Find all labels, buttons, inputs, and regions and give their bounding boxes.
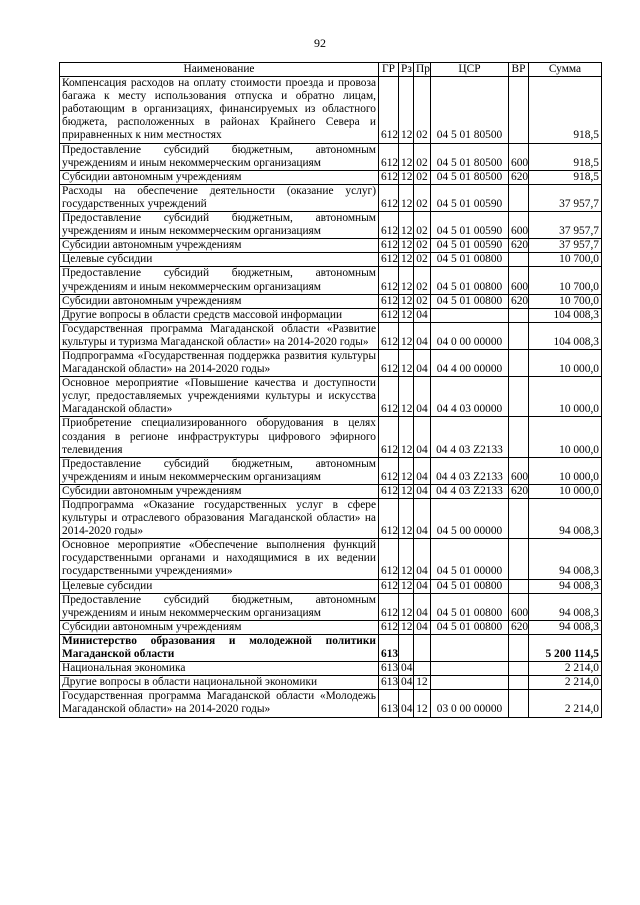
row-sum: 10 700,0 bbox=[529, 253, 602, 267]
row-name: Государственная программа Магаданской области «Молодежь Магаданской области» на 2014-2020 годы» bbox=[60, 690, 379, 717]
row-vr bbox=[509, 690, 529, 717]
header-pr: Пр bbox=[414, 63, 431, 77]
row-name: Субсидии автономным учреждениям bbox=[60, 239, 379, 253]
row-vr: 600 bbox=[509, 212, 529, 239]
row-sum: 918,5 bbox=[529, 143, 602, 170]
row-sum: 94 008,3 bbox=[529, 593, 602, 620]
row-sum: 918,5 bbox=[529, 77, 602, 143]
row-rz: 12 bbox=[399, 253, 414, 267]
row-csr: 04 0 00 00000 bbox=[431, 322, 509, 349]
row-csr: 04 4 03 Z2133 bbox=[431, 417, 509, 457]
row-sum: 10 700,0 bbox=[529, 267, 602, 294]
row-pr: 12 bbox=[414, 690, 431, 717]
row-pr: 04 bbox=[414, 579, 431, 593]
row-csr: 04 5 01 00000 bbox=[431, 539, 509, 579]
row-vr bbox=[509, 634, 529, 661]
row-gr: 612 bbox=[379, 294, 399, 308]
row-gr: 612 bbox=[379, 77, 399, 143]
row-pr: 04 bbox=[414, 539, 431, 579]
row-gr: 612 bbox=[379, 539, 399, 579]
row-gr: 613 bbox=[379, 690, 399, 717]
header-vr: ВР bbox=[509, 63, 529, 77]
row-csr bbox=[431, 634, 509, 661]
row-rz: 12 bbox=[399, 184, 414, 211]
row-pr: 02 bbox=[414, 253, 431, 267]
row-gr: 612 bbox=[379, 184, 399, 211]
table-body bbox=[60, 77, 602, 717]
row-csr bbox=[431, 308, 509, 322]
row-csr: 04 5 00 00000 bbox=[431, 499, 509, 539]
row-sum: 10 000,0 bbox=[529, 349, 602, 376]
row-csr: 04 5 01 00800 bbox=[431, 579, 509, 593]
row-sum: 2 214,0 bbox=[529, 662, 602, 676]
table-row bbox=[60, 662, 602, 676]
row-sum: 10 000,0 bbox=[529, 377, 602, 417]
row-vr bbox=[509, 253, 529, 267]
row-sum: 104 008,3 bbox=[529, 322, 602, 349]
row-gr: 612 bbox=[379, 253, 399, 267]
row-rz: 12 bbox=[399, 77, 414, 143]
table-row bbox=[60, 634, 602, 661]
row-rz: 12 bbox=[399, 539, 414, 579]
row-name: Другие вопросы в области средств массовой информации bbox=[60, 308, 379, 322]
row-rz: 12 bbox=[399, 620, 414, 634]
row-vr bbox=[509, 499, 529, 539]
row-rz: 12 bbox=[399, 308, 414, 322]
row-vr: 620 bbox=[509, 484, 529, 498]
row-rz: 12 bbox=[399, 294, 414, 308]
row-rz: 12 bbox=[399, 267, 414, 294]
row-csr: 04 5 01 00590 bbox=[431, 212, 509, 239]
row-gr: 613 bbox=[379, 676, 399, 690]
row-pr: 04 bbox=[414, 377, 431, 417]
row-vr bbox=[509, 539, 529, 579]
row-vr bbox=[509, 322, 529, 349]
row-gr: 612 bbox=[379, 484, 399, 498]
header-gr: ГР bbox=[379, 63, 399, 77]
row-name: Предоставление субсидий бюджетным, автономным учреждениям и иным некоммерческим организациям bbox=[60, 267, 379, 294]
row-rz: 12 bbox=[399, 239, 414, 253]
row-sum: 94 008,3 bbox=[529, 579, 602, 593]
row-rz: 12 bbox=[399, 212, 414, 239]
row-pr: 04 bbox=[414, 308, 431, 322]
row-csr: 04 5 01 80500 bbox=[431, 77, 509, 143]
row-gr: 612 bbox=[379, 239, 399, 253]
row-pr bbox=[414, 634, 431, 661]
row-gr: 612 bbox=[379, 593, 399, 620]
row-rz: 12 bbox=[399, 417, 414, 457]
row-csr: 04 4 03 00000 bbox=[431, 377, 509, 417]
table-row bbox=[60, 457, 602, 484]
row-gr: 612 bbox=[379, 349, 399, 376]
table-row bbox=[60, 322, 602, 349]
row-vr: 620 bbox=[509, 170, 529, 184]
row-rz: 12 bbox=[399, 499, 414, 539]
row-sum: 94 008,3 bbox=[529, 620, 602, 634]
row-rz: 04 bbox=[399, 676, 414, 690]
row-pr: 04 bbox=[414, 349, 431, 376]
row-gr: 612 bbox=[379, 499, 399, 539]
row-name: Целевые субсидии bbox=[60, 253, 379, 267]
row-name: Предоставление субсидий бюджетным, автономным учреждениям и иным некоммерческим организациям bbox=[60, 593, 379, 620]
row-sum: 37 957,7 bbox=[529, 212, 602, 239]
table-row bbox=[60, 377, 602, 417]
row-csr bbox=[431, 676, 509, 690]
row-pr: 04 bbox=[414, 620, 431, 634]
row-csr: 04 5 01 00800 bbox=[431, 294, 509, 308]
row-gr: 612 bbox=[379, 267, 399, 294]
row-pr: 04 bbox=[414, 457, 431, 484]
table-row bbox=[60, 184, 602, 211]
table-row bbox=[60, 212, 602, 239]
row-rz: 12 bbox=[399, 579, 414, 593]
row-gr: 613 bbox=[379, 634, 399, 661]
row-vr: 600 bbox=[509, 457, 529, 484]
table-header-row bbox=[60, 63, 602, 77]
row-csr: 04 5 01 00800 bbox=[431, 253, 509, 267]
row-csr: 04 4 03 Z2133 bbox=[431, 457, 509, 484]
row-rz: 12 bbox=[399, 484, 414, 498]
row-rz: 04 bbox=[399, 690, 414, 717]
row-sum: 2 214,0 bbox=[529, 690, 602, 717]
table-row bbox=[60, 690, 602, 717]
table-row bbox=[60, 239, 602, 253]
row-csr: 04 4 00 00000 bbox=[431, 349, 509, 376]
row-vr bbox=[509, 662, 529, 676]
row-name: Субсидии автономным учреждениям bbox=[60, 294, 379, 308]
row-pr: 02 bbox=[414, 143, 431, 170]
row-vr: 620 bbox=[509, 620, 529, 634]
row-vr bbox=[509, 676, 529, 690]
row-rz: 12 bbox=[399, 349, 414, 376]
table-row bbox=[60, 77, 602, 143]
row-rz bbox=[399, 634, 414, 661]
row-vr bbox=[509, 417, 529, 457]
row-rz: 12 bbox=[399, 322, 414, 349]
row-name: Субсидии автономным учреждениям bbox=[60, 170, 379, 184]
row-csr: 04 5 01 00800 bbox=[431, 267, 509, 294]
row-rz: 12 bbox=[399, 170, 414, 184]
row-name: Основное мероприятие «Повышение качества и доступности услуг, предоставляемых учреждениями культуры и искусства Магаданской области» bbox=[60, 377, 379, 417]
row-csr: 04 4 03 Z2133 bbox=[431, 484, 509, 498]
row-vr bbox=[509, 579, 529, 593]
table-row bbox=[60, 539, 602, 579]
table-row bbox=[60, 417, 602, 457]
row-gr: 612 bbox=[379, 322, 399, 349]
row-pr: 02 bbox=[414, 267, 431, 294]
row-csr: 04 5 01 80500 bbox=[431, 143, 509, 170]
row-pr: 04 bbox=[414, 593, 431, 620]
table-row bbox=[60, 143, 602, 170]
row-name: Другие вопросы в области национальной экономики bbox=[60, 676, 379, 690]
table-row bbox=[60, 308, 602, 322]
row-csr: 04 5 01 00590 bbox=[431, 184, 509, 211]
table-row bbox=[60, 620, 602, 634]
row-name: Предоставление субсидий бюджетным, автономным учреждениям и иным некоммерческим организациям bbox=[60, 457, 379, 484]
row-gr: 612 bbox=[379, 377, 399, 417]
row-pr bbox=[414, 662, 431, 676]
row-gr: 612 bbox=[379, 579, 399, 593]
table-row bbox=[60, 294, 602, 308]
row-gr: 612 bbox=[379, 457, 399, 484]
row-name: Приобретение специализированного оборудования в целях создания в регионе инфраструктуры цифрового эфирного телевидения bbox=[60, 417, 379, 457]
row-vr: 600 bbox=[509, 267, 529, 294]
row-sum: 94 008,3 bbox=[529, 499, 602, 539]
row-pr: 02 bbox=[414, 77, 431, 143]
row-vr bbox=[509, 308, 529, 322]
row-rz: 12 bbox=[399, 143, 414, 170]
row-csr: 04 5 01 80500 bbox=[431, 170, 509, 184]
row-gr: 612 bbox=[379, 143, 399, 170]
row-sum: 2 214,0 bbox=[529, 676, 602, 690]
row-pr: 04 bbox=[414, 322, 431, 349]
row-sum: 37 957,7 bbox=[529, 239, 602, 253]
table-row bbox=[60, 267, 602, 294]
row-sum: 10 700,0 bbox=[529, 294, 602, 308]
budget-table bbox=[59, 62, 602, 718]
row-name: Целевые субсидии bbox=[60, 579, 379, 593]
header-rz: Рз bbox=[399, 63, 414, 77]
row-name: Подпрограмма «Оказание государственных услуг в сфере культуры и отраслевого образования Магаданской области» на 2014-2020 годы» bbox=[60, 499, 379, 539]
row-vr: 600 bbox=[509, 593, 529, 620]
row-sum: 10 000,0 bbox=[529, 417, 602, 457]
table-row bbox=[60, 253, 602, 267]
row-rz: 12 bbox=[399, 593, 414, 620]
row-gr: 612 bbox=[379, 417, 399, 457]
row-sum: 918,5 bbox=[529, 170, 602, 184]
row-name: Национальная экономика bbox=[60, 662, 379, 676]
row-vr bbox=[509, 377, 529, 417]
row-rz: 12 bbox=[399, 377, 414, 417]
row-name: Государственная программа Магаданской области «Развитие культуры и туризма Магаданской области» на 2014-2020 годы» bbox=[60, 322, 379, 349]
row-name: Субсидии автономным учреждениям bbox=[60, 484, 379, 498]
row-sum: 94 008,3 bbox=[529, 539, 602, 579]
header-csr: ЦСР bbox=[431, 63, 509, 77]
page-number: 92 bbox=[314, 36, 326, 50]
row-vr bbox=[509, 349, 529, 376]
row-vr bbox=[509, 184, 529, 211]
table-row bbox=[60, 593, 602, 620]
row-name: Основное мероприятие «Обеспечение выполнения функций государственными органами и находящимися в их ведении государственными учреждениями» bbox=[60, 539, 379, 579]
row-csr: 03 0 00 00000 bbox=[431, 690, 509, 717]
row-sum: 10 000,0 bbox=[529, 484, 602, 498]
row-name: Подпрограмма «Государственная поддержка развития культуры Магаданской области» на 2014-2020 годы» bbox=[60, 349, 379, 376]
row-vr: 620 bbox=[509, 294, 529, 308]
row-name: Компенсация расходов на оплату стоимости проезда и провоза багажа к месту использования отпуска и обратно лицам, работающим в организациях, финансируемых из областного бюджета, расположенных в районах Крайнего Севера и приравненных к ним местностях bbox=[60, 77, 379, 143]
table-row bbox=[60, 170, 602, 184]
row-name: Расходы на обеспечение деятельности (оказание услуг) государственных учреждений bbox=[60, 184, 379, 211]
row-pr: 02 bbox=[414, 170, 431, 184]
row-pr: 02 bbox=[414, 294, 431, 308]
row-name: Предоставление субсидий бюджетным, автономным учреждениям и иным некоммерческим организациям bbox=[60, 212, 379, 239]
row-pr: 04 bbox=[414, 417, 431, 457]
row-csr: 04 5 01 00800 bbox=[431, 593, 509, 620]
row-sum: 10 000,0 bbox=[529, 457, 602, 484]
row-vr: 620 bbox=[509, 239, 529, 253]
table-row bbox=[60, 349, 602, 376]
row-gr: 612 bbox=[379, 212, 399, 239]
header-name: Наименование bbox=[60, 63, 379, 77]
row-gr: 612 bbox=[379, 170, 399, 184]
row-pr: 04 bbox=[414, 499, 431, 539]
row-gr: 613 bbox=[379, 662, 399, 676]
row-rz: 12 bbox=[399, 457, 414, 484]
row-name: Министерство образования и молодежной политики Магаданской области bbox=[60, 634, 379, 661]
row-pr: 02 bbox=[414, 239, 431, 253]
row-pr: 02 bbox=[414, 212, 431, 239]
row-gr: 612 bbox=[379, 308, 399, 322]
row-sum: 37 957,7 bbox=[529, 184, 602, 211]
row-rz: 04 bbox=[399, 662, 414, 676]
row-name: Субсидии автономным учреждениям bbox=[60, 620, 379, 634]
row-vr bbox=[509, 77, 529, 143]
row-csr: 04 5 01 00590 bbox=[431, 239, 509, 253]
row-name: Предоставление субсидий бюджетным, автономным учреждениям и иным некоммерческим организациям bbox=[60, 143, 379, 170]
row-vr: 600 bbox=[509, 143, 529, 170]
table-row bbox=[60, 676, 602, 690]
row-pr: 02 bbox=[414, 184, 431, 211]
row-sum: 5 200 114,5 bbox=[529, 634, 602, 661]
header-sum: Сумма bbox=[529, 63, 602, 77]
row-sum: 104 008,3 bbox=[529, 308, 602, 322]
row-pr: 04 bbox=[414, 484, 431, 498]
row-gr: 612 bbox=[379, 620, 399, 634]
row-csr bbox=[431, 662, 509, 676]
table-row bbox=[60, 499, 602, 539]
row-pr: 12 bbox=[414, 676, 431, 690]
table-row bbox=[60, 579, 602, 593]
row-csr: 04 5 01 00800 bbox=[431, 620, 509, 634]
table-row bbox=[60, 484, 602, 498]
